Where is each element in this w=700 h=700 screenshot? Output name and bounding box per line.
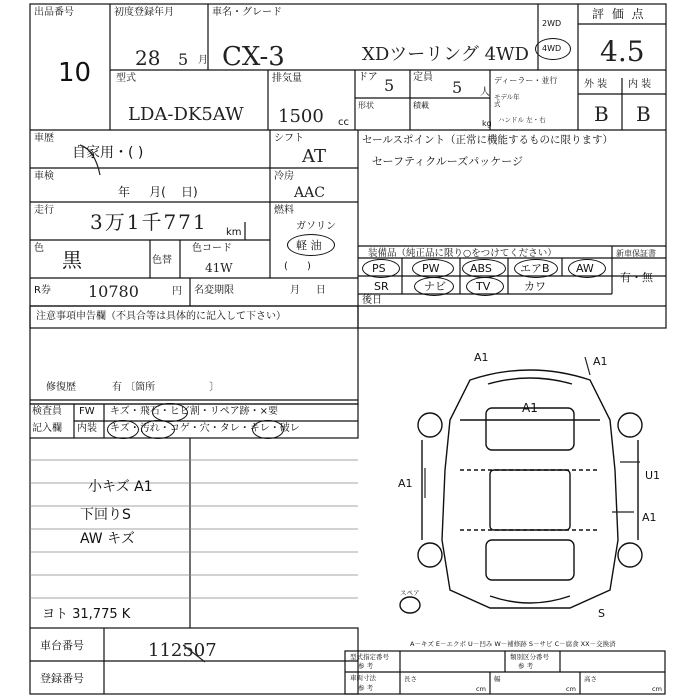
color: 黒: [62, 248, 82, 272]
inspection-label: 車検: [34, 171, 54, 182]
mileage-label: 走行: [34, 205, 54, 216]
displacement-label: 排気量: [272, 73, 302, 84]
spare-label: スペア: [400, 589, 420, 597]
circle-sag: [252, 420, 284, 439]
circle-aw: [568, 259, 606, 278]
recycle-amount: 10780: [88, 282, 139, 301]
note-line-2: 下回りS: [80, 507, 131, 523]
shift-label: シフト: [274, 133, 304, 144]
lot-number: 10: [58, 58, 92, 88]
chassis-label: 車台番号: [40, 639, 84, 652]
note-line-1: 小キズ A1: [88, 479, 153, 495]
person-unit: 人: [480, 87, 490, 98]
model-year-label: モデル年式: [494, 93, 520, 108]
dims-sub: 参 考: [358, 684, 374, 692]
chassis-number: 112507: [148, 640, 217, 661]
fw-label: FW: [79, 406, 95, 417]
warranty-value: 有・無: [620, 271, 653, 284]
car-name-label: 車名・グレード: [212, 7, 282, 18]
notes-label: 注意事項申告欄（不具合等は具体的に記入して下さい）: [36, 311, 286, 322]
score: 4.5: [600, 35, 645, 68]
color-code: 41W: [205, 261, 233, 275]
fuel-blank: ( ): [284, 261, 311, 272]
damage-mark: A1: [642, 511, 657, 524]
ac: AAC: [294, 185, 325, 201]
dealer-label: ディーラー・並行: [494, 76, 558, 85]
warranty-label: 新車保証書: [616, 249, 656, 258]
cm-unit-1: cm: [476, 685, 486, 693]
shape-label: 形状: [358, 101, 374, 110]
lot-label: 出品番号: [34, 7, 74, 18]
month-unit: 月: [198, 55, 208, 66]
first-reg-label: 初度登録年月: [114, 7, 174, 18]
type-cert-sub: 参 考: [358, 662, 374, 670]
circle-ps: [362, 259, 400, 278]
damage-mark: A1: [474, 351, 489, 364]
ac-label: 冷房: [274, 171, 294, 182]
length-label: 長さ: [404, 675, 417, 683]
registration-label: 登録番号: [40, 672, 84, 685]
cm-unit-2: cm: [566, 685, 576, 693]
sales-points-label: セールスポイント（正常に機能するものに限ります）: [362, 134, 614, 146]
first-reg-year: 28: [135, 46, 161, 70]
model-label: 型式: [116, 73, 136, 84]
capacity: 5: [452, 78, 463, 97]
cm-unit-3: cm: [652, 685, 662, 693]
interior-row-label: 内装: [77, 423, 97, 434]
equip-leather: カワ: [524, 280, 546, 293]
damage-mark: S: [598, 607, 605, 620]
circle-pw: [412, 259, 454, 278]
repair-label: 修復歴: [46, 382, 76, 393]
category-label: 類別区分番号: [510, 653, 549, 661]
interior-label: 内 装: [628, 79, 652, 90]
fuel-circle: [287, 234, 335, 256]
score-label: 評 価 点: [592, 7, 646, 21]
height-label: 高さ: [584, 675, 597, 683]
category-sub: 参 考: [518, 662, 534, 670]
doors-label: ドア: [358, 72, 378, 83]
equip-ps: PS: [372, 262, 386, 275]
legend: A－キズ E－エクボ U－凹み W－補修跡 S－サビ C－腐食 XX－交換済: [410, 640, 616, 648]
equip-abs: ABS: [470, 262, 492, 275]
sales-point: セーフティクルーズパッケージ: [372, 155, 524, 168]
equipment-label: 装備品（純正品に限り○をつけてください）: [368, 248, 557, 259]
color-code-label: 色コード: [192, 243, 232, 254]
recycle-label: R券: [34, 285, 51, 296]
fuel-label: 燃料: [274, 205, 294, 216]
color-change-label: 色替: [152, 255, 172, 266]
inspector-label: 検査員: [32, 406, 62, 417]
damage-mark: A1: [593, 355, 608, 368]
damage-mark: A1: [522, 401, 538, 415]
kg-unit: kg: [482, 119, 492, 128]
color-label: 色: [34, 243, 44, 254]
name-change-text: 月 日: [290, 285, 326, 296]
later-label: 後日: [362, 295, 382, 306]
fuel-light-oil: 軽 油: [296, 239, 322, 252]
fuel-gas: ガソリン: [296, 221, 336, 232]
km-unit: km: [226, 227, 242, 238]
drive-2wd: 2WD: [542, 19, 562, 28]
equip-airbag: エアB: [520, 262, 550, 275]
model-code: LDA-DK5AW: [128, 104, 244, 125]
load-label: 積載: [413, 101, 429, 110]
handle-label: ハンドル 左・右: [498, 116, 546, 124]
shift: AT: [302, 146, 327, 167]
circle-scratch-int: [107, 420, 139, 439]
car-name: CX-3: [222, 42, 285, 72]
circle-airbag: [514, 259, 558, 278]
damage-mark: A1: [398, 477, 413, 490]
mileage: 3万1千771: [90, 210, 208, 234]
exterior-label: 外 装: [584, 79, 608, 90]
note-line-3: AW キズ: [80, 531, 135, 547]
type-cert-label: 型式指定番号: [350, 653, 389, 661]
odometer-note: ヨト 31,775 K: [42, 607, 131, 622]
doors: 5: [384, 76, 395, 95]
circle-dirt: [141, 420, 175, 439]
dims-label: 車両寸法: [350, 674, 376, 682]
inspection-text: 年 月( 日): [118, 185, 198, 199]
car-diagram: [400, 370, 642, 613]
exterior-grade: B: [594, 102, 609, 126]
cc-unit: cc: [338, 117, 349, 128]
first-reg-month: 5: [178, 50, 189, 69]
equip-navi: ナビ: [424, 280, 446, 293]
drive-4wd-circle: [535, 38, 571, 60]
equip-sr: SR: [374, 280, 389, 293]
circle-navi: [414, 277, 454, 296]
name-change-label: 名変期限: [194, 285, 234, 296]
fw-text: キズ・飛石・ヒビ割・リペア跡・×要: [110, 406, 278, 417]
interior-grade: B: [636, 102, 651, 126]
capacity-label: 定員: [413, 72, 433, 83]
history-text: 自家用・( ): [72, 145, 144, 161]
history-label: 車歴: [34, 133, 54, 144]
displacement: 1500: [278, 106, 324, 127]
recorder-label: 記入欄: [32, 423, 62, 434]
interior-row-text: キズ・汚れ・コゲ・穴・タレ・キレ・破レ: [110, 423, 300, 434]
drive-4wd: 4WD: [542, 44, 562, 53]
damage-mark: U1: [645, 469, 661, 482]
equip-pw: PW: [422, 262, 440, 275]
equip-tv: TV: [476, 280, 491, 293]
circle-tv: [466, 277, 504, 296]
yen-unit: 円: [172, 286, 182, 297]
width-label: 幅: [494, 675, 501, 683]
grade: XDツーリング 4WD: [362, 44, 529, 65]
equip-aw: AW: [576, 262, 594, 275]
repair-text: 有 〔箇所 〕: [112, 382, 220, 393]
circle-abs: [462, 259, 506, 278]
